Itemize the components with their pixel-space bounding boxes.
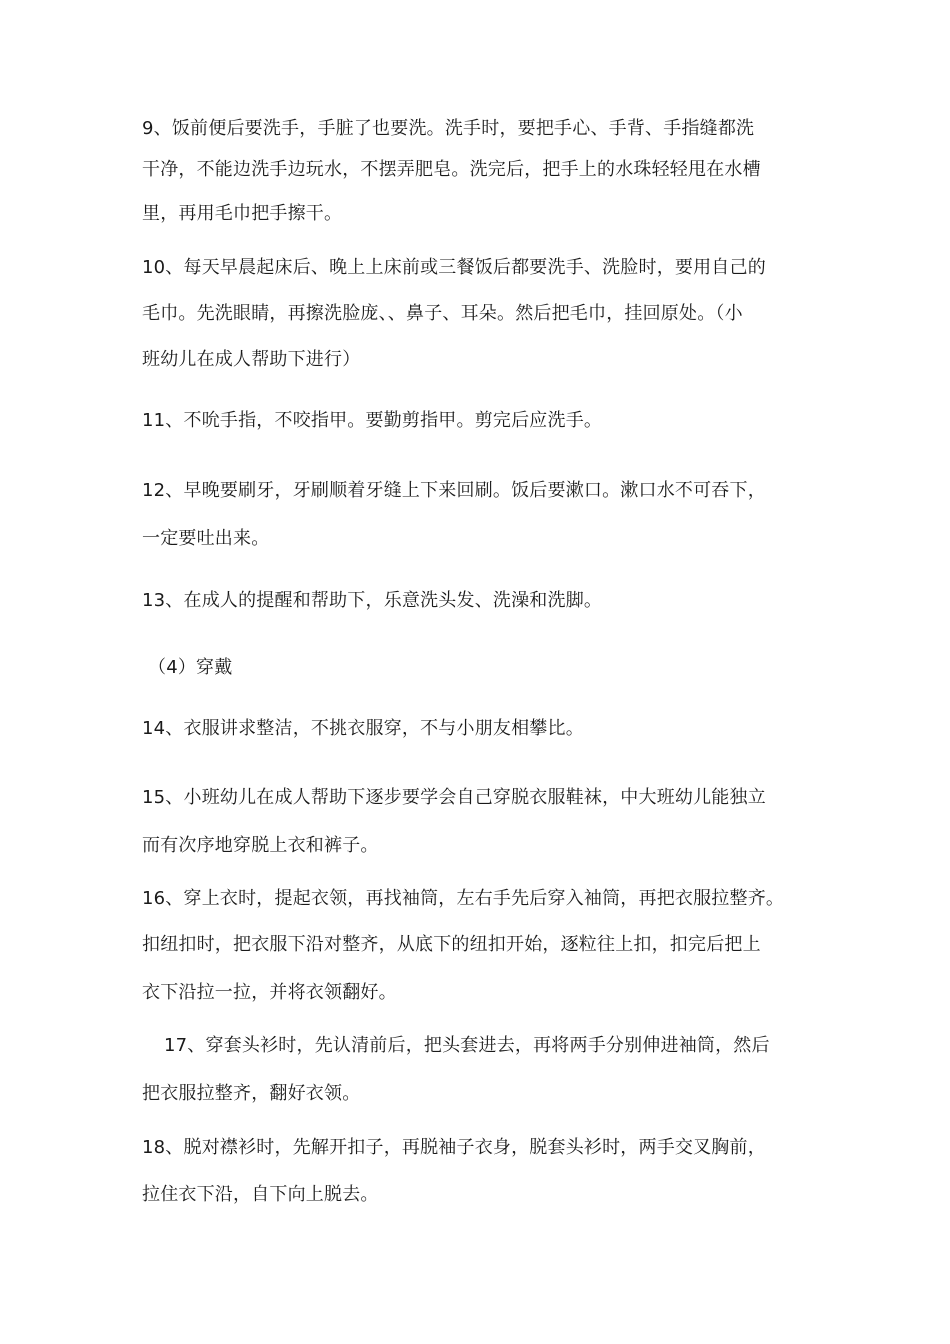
item-17-line-1: 17、穿套头衫时，先认清前后，把头套进去，再将两手分别伸进袖筒，然后 [164, 1035, 770, 1056]
item-15-line-2: 而有次序地穿脱上衣和裤子。 [142, 835, 379, 856]
item-11-line-1: 11、不吮手指，不咬指甲。要勤剪指甲。剪完后应洗手。 [142, 410, 603, 431]
item-16-line-2: 扣纽扣时，把衣服下沿对整齐，从底下的纽扣开始，逐粒往上扣，扣完后把上 [142, 934, 761, 955]
item-12-line-1: 12、早晚要刷牙，牙刷顺着牙缝上下来回刷。饭后要漱口。漱口水不可吞下， [142, 480, 766, 501]
item-9-line-2: 干净，不能边洗手边玩水，不摆弄肥皂。洗完后，把手上的水珠轻轻甩在水槽 [142, 159, 761, 180]
item-18-line-1: 18、脱对襟衫时，先解开扣子，再脱袖子衣身，脱套头衫时，两手交叉胸前， [142, 1137, 766, 1158]
item-15-line-1: 15、小班幼儿在成人帮助下逐步要学会自己穿脱衣服鞋袜，中大班幼儿能独立 [142, 787, 766, 808]
item-10-line-1: 10、每天早晨起床后、晚上上床前或三餐饭后都要洗手、洗脸时，要用自己的 [142, 257, 766, 278]
item-13-line-1: 13、在成人的提醒和帮助下，乐意洗头发、洗澡和洗脚。 [142, 590, 603, 611]
item-18-line-2: 拉住衣下沿，自下向上脱去。 [142, 1184, 379, 1205]
item-10-line-2: 毛巾。先洗眼睛，再擦洗脸庞、、鼻子、耳朵。然后把毛巾，挂回原处。（小 [142, 303, 743, 324]
item-16-line-3: 衣下沿拉一拉，并将衣领翻好。 [142, 982, 397, 1003]
item-16-line-1: 16、穿上衣时，提起衣领，再找袖筒，左右手先后穿入袖筒，再把衣服拉整齐。 [142, 888, 785, 909]
item-14-line-1: 14、衣服讲求整洁，不挑衣服穿，不与小朋友相攀比。 [142, 718, 584, 739]
item-12-line-2: 一定要吐出来。 [142, 528, 270, 549]
item-10-line-3: 班幼儿在成人帮助下进行） [142, 349, 361, 370]
section-heading-dressing: （4）穿戴 [148, 657, 233, 678]
item-17-line-2: 把衣服拉整齐，翻好衣领。 [142, 1083, 361, 1104]
item-9-line-1: 9、饭前便后要洗手，手脏了也要洗。洗手时，要把手心、手背、手指缝都洗 [142, 118, 755, 139]
item-9-line-3: 里，再用毛巾把手擦干。 [142, 203, 343, 224]
